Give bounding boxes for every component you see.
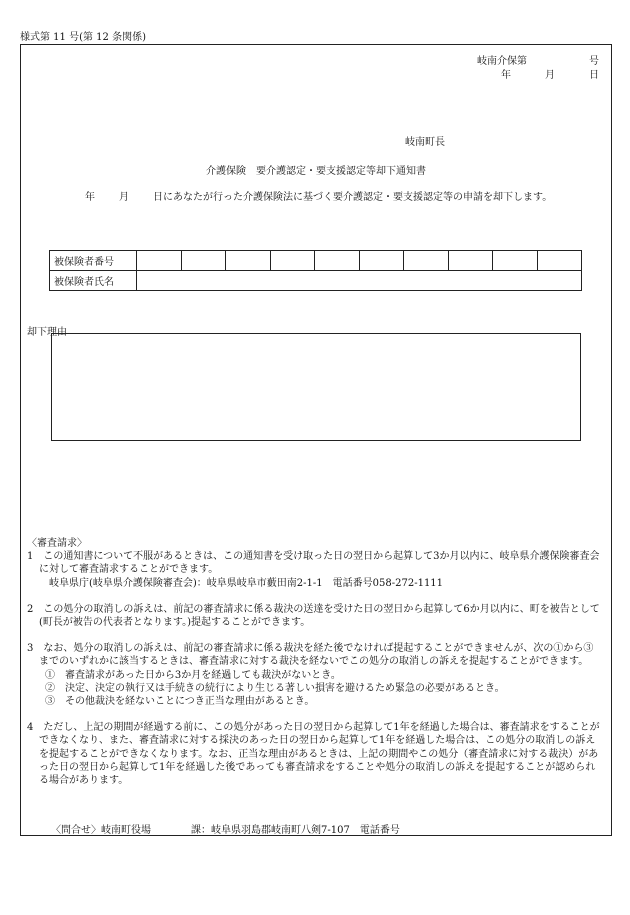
- insured-number-digit-cell[interactable]: [537, 251, 582, 271]
- insured-number-digit-cell[interactable]: [226, 251, 271, 271]
- insured-number-digit-cell[interactable]: [137, 251, 182, 271]
- insured-number-row: [50, 251, 582, 271]
- date-day: 日: [589, 70, 599, 81]
- insured-name-row: [50, 271, 582, 291]
- insured-info-table: [49, 250, 582, 291]
- issuer-name: 岐南町長: [405, 137, 445, 148]
- intro-month: 月: [119, 192, 129, 203]
- review-request-notes: [27, 537, 603, 787]
- review-item-3-sub-1: ① 審査請求があった日から3か月を経過しても裁決がないとき。: [45, 669, 341, 681]
- insured-number-digit-cell[interactable]: [493, 251, 538, 271]
- doc-number-suffix: 号: [589, 56, 599, 67]
- review-item-2: 2 この処分の取消しの訴えは、前記の審査請求に係る裁決の送達を受けた日の翌日から起算して6か月以内に、町を被告として(町長が被告の代表者となります。)提起することができます。: [27, 603, 600, 629]
- date-year: 年: [501, 70, 511, 81]
- insured-number-digit-cell[interactable]: [181, 251, 226, 271]
- insured-number-digit-cell[interactable]: [404, 251, 449, 271]
- review-item-1: 1 この通知書について不服があるときは、この通知書を受け取った日の翌日から起算して3か月以内に、岐阜県介護保険審査会に対して審査請求することができます。: [27, 551, 600, 576]
- insured-name-label: 被保険者氏名: [50, 271, 137, 291]
- document-header: [477, 55, 599, 83]
- rejection-reason-box[interactable]: [51, 333, 581, 441]
- notice-frame: [20, 44, 612, 836]
- date-month: 月: [545, 70, 555, 81]
- review-item-1-address: 岐阜県庁(岐阜県介護保険審査会)：岐阜県岐阜市藪田南2-1-1 電話番号058-272-1111: [49, 577, 444, 589]
- insured-name-field[interactable]: [137, 271, 582, 291]
- review-item-4: 4 ただし、上記の期間が経過する前に、この処分があった日の翌日から起算して1年を経過した場合は、審査請求をすることができなくなり、また、審査請求に対する採決のあった日の翌日から起算して1年を経過した場合は、この処分の取消しの訴えを提起することができなくなります。なお、正当な理由があるときは、上記の期間やこの処分（審査請求に対する裁決）があった日の翌日から起算して1年を経過した後であっても審査請求をすることや処分の取消しの訴えを提起することが認められる場合があります。: [27, 722, 600, 787]
- review-item-3-sub-2: ② 決定、決定の執行又は手続きの続行により生じる著しい損害を避けるため緊急の必要があるとき。: [45, 682, 505, 694]
- insured-number-digit-cell[interactable]: [270, 251, 315, 271]
- contact-label: 〈問合せ〉岐南町役場: [51, 825, 151, 836]
- doc-number-prefix: 岐南介保第: [477, 56, 527, 67]
- document-title: 介護保険 要介護認定・要支援認定等却下通知書: [206, 166, 426, 177]
- review-heading: 〈審査請求〉: [27, 538, 87, 549]
- insured-number-label: 被保険者番号: [50, 251, 137, 271]
- intro-text: 日にあなたが行った介護保険法に基づく要介護認定・要支援認定等の申請を却下します。: [153, 192, 553, 203]
- insured-number-digit-cell[interactable]: [448, 251, 493, 271]
- intro-statement: [29, 191, 597, 205]
- insured-number-digit-cell[interactable]: [315, 251, 360, 271]
- contact-department: 課：岐阜県羽島郡岐南町八剣7-107 電話番号: [191, 825, 400, 836]
- review-item-3-sub-3: ③ その他裁決を経ないことにつき正当な理由があるとき。: [45, 696, 315, 708]
- form-number: 様式第 11 号(第 12 条関係): [20, 32, 146, 43]
- intro-year: 年: [85, 192, 95, 203]
- contact-line: [51, 821, 400, 836]
- review-item-3: 3 なお、処分の取消しの訴えは、前記の審査請求に係る裁決を経た後でなければ提起することができませんが、次の①から③までのいずれかに該当するときは、審査請求に対する裁決を経ないでこの処分の取消しの訴えを提起することができます。: [27, 643, 594, 668]
- insured-number-digit-cell[interactable]: [359, 251, 404, 271]
- rejection-reason-label: 却下理由: [27, 327, 67, 338]
